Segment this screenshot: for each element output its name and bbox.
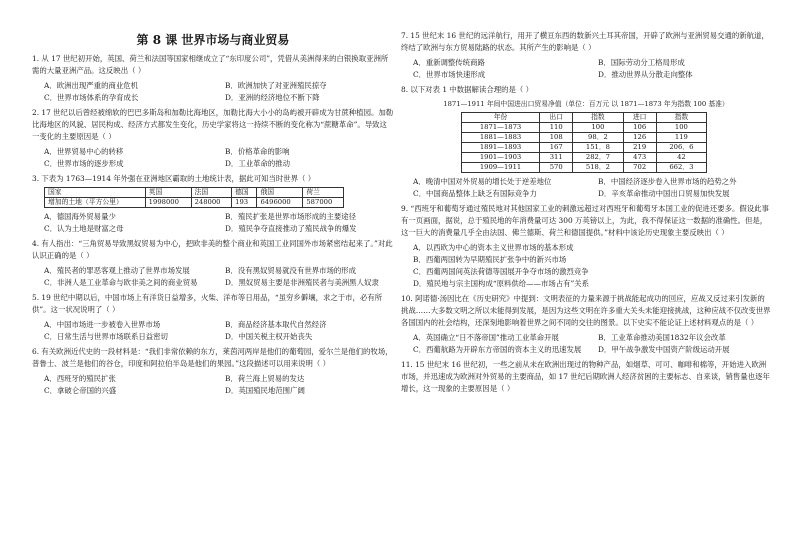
table-cell: 100 (573, 123, 623, 133)
table-cell: 151．8 (573, 143, 623, 153)
option-d[interactable]: D．工业革命的推动 (225, 159, 291, 168)
question-10 (401, 293, 771, 356)
table-cell: 108 (540, 133, 573, 143)
option-d[interactable]: D．甲午战争激发中国资产阶级运动开展 (598, 345, 730, 354)
option-c[interactable]: C．西葡航路为开辟东方帝国的资本主义的迅速发展 (413, 345, 582, 354)
question-text: 4. 有人指出：“三角贸易导致黑奴贸易为中心，把欧非美的整个商业和英国工业同国外市场紧密结起来了。”对此认识正确的是（ ） (32, 239, 393, 260)
options (401, 57, 771, 81)
option-c[interactable]: C．拿破仑帝国的兴盛 (44, 386, 117, 395)
option-c[interactable]: C．世界市场快速形成 (413, 70, 486, 79)
question-1 (32, 53, 394, 104)
question-text: 7. 15 世纪末 16 世纪的远洋航行，用开了横亘东西的数新兴土耳其帝国，开辟了欧洲与亚洲贸易交通的新航道，终结了欧洲与东方贸易陆路的状态。其所产生的影响是（ ） (401, 31, 769, 52)
table-cell: 219 (623, 143, 656, 153)
table-header-cell: 指数 (656, 113, 706, 123)
table-header-cell: 俄国 (257, 188, 303, 198)
question-text: 8. 以下对表 1 中数据解读合理的是（ ） (401, 85, 534, 94)
option-c[interactable]: C．世界市场的逐步形成 (44, 159, 124, 168)
option-d[interactable]: D．殖民争夺直接推动了殖民战争的爆发 (225, 224, 357, 233)
table-cell: 1901—1903 (462, 153, 540, 163)
table-row (462, 153, 707, 163)
table-cell: 1998000 (145, 198, 191, 208)
table-cell: 662．3 (656, 163, 706, 173)
question-text: 2. 17 世纪以后曾经被绵软的巴巴多斯岛和加勒比海地区，加勒比海大小小的岛屿被开辟成为甘蔗种植园。加勒比海地区的风貌、居民构成、经济方式都发生变化，历史学家将这一持续不断的变化称为“蔗糖革命”。导致这一变化的主要原因是（ ） (32, 108, 394, 141)
option-c[interactable]: C．世界市场体系的孕育成长 (44, 93, 139, 102)
table-cell: 110 (540, 123, 573, 133)
option-b[interactable]: B．欧洲加快了对亚洲殖民掠夺 (225, 81, 327, 90)
question-3 (32, 173, 394, 235)
table-header-row (45, 188, 344, 198)
right-column (401, 0, 771, 560)
option-a[interactable]: A．殖民者的罪恶客观上推动了世界市场发展 (44, 266, 190, 275)
table-row (462, 123, 707, 133)
table-row (462, 143, 707, 153)
option-c[interactable]: C．西葡两国间英法荷德等国展开争夺市场的激烈竞争 (413, 267, 589, 276)
question-5 (32, 292, 394, 343)
option-b[interactable]: B．殖民扩张是世界市场形成的主要途径 (225, 212, 357, 221)
option-b[interactable]: B．价格革命的影响 (225, 147, 290, 156)
option-a[interactable]: A．世界贸易中心的转移 (44, 147, 124, 156)
options (32, 146, 394, 170)
option-b[interactable]: B．中国经济逐步卷入世界市场的趋势之外 (598, 177, 737, 186)
table-header-cell: 法国 (191, 188, 232, 198)
left-column (32, 0, 394, 560)
option-d[interactable]: D．中国关税主权开始丧失 (225, 332, 313, 341)
land-table (44, 187, 344, 208)
table-cell: 570 (540, 163, 573, 173)
question-text: 11. 15 世纪末 16 世纪初，一些之前从未在欧洲出现过的物种产品，如烟草、可可、咖啡和棉等，开始进入欧洲市场，并迅速成为欧洲对外贸易的主要商品，如 17 世纪后期欧洲人经济贫困的主要标志、自来谈，销售量也逐年增长，这一现象的主要原因是（ ） (401, 360, 770, 393)
question-7 (401, 30, 771, 81)
question-text: 5. 19 世纪中期以后，中国市场上有洋货日益增多，火柴、洋布等日用品，“虽穷乡僻壤，求之于市，必有所供”。这一状况说明了（ ） (32, 293, 383, 314)
question-4 (32, 238, 394, 289)
option-b[interactable]: B．商品经济基本取代自然经济 (225, 320, 327, 329)
question-text: 10. 阿诺德·汤因比在《历史研究》中提到：文明表征的力量来源于挑战能起成功的回应，应战又反过来引发新的挑战……大多数文明之所以未能得到发展，是因为这些文明在许多重大关头未能迎接挑战，这种应战不仅改变世界各国国内的社会结构，还深刻地影响着世界之间不同的交往的图景。以下史实不能论证上述材料观点的是（ ） (401, 294, 771, 327)
table-cell: 100 (656, 123, 706, 133)
option-a[interactable]: A．中国市场进一步被卷入世界市场 (44, 320, 161, 329)
table-cell: 311 (540, 153, 573, 163)
option-b[interactable]: B．荷兰海上贸易的发达 (225, 374, 305, 383)
option-c[interactable]: C．非洲人是工业革命与欧非美之间的商业贸易 (44, 278, 198, 287)
table-header-cell: 年份 (462, 113, 540, 123)
option-a[interactable]: A．西班牙的殖民扩张 (44, 374, 116, 383)
options (32, 373, 394, 397)
options (401, 176, 771, 200)
option-a[interactable]: A．重新调整传统商路 (413, 58, 485, 67)
option-b[interactable]: B．工业革命推动美国1832年议会改革 (598, 333, 726, 342)
option-a[interactable]: A．以西欧为中心的资本主义世界市场的基本形成 (413, 243, 574, 252)
table-cell: 6496000 (257, 198, 303, 208)
table-row (45, 198, 344, 208)
top-spacer (401, 0, 771, 30)
question-8 (401, 84, 771, 200)
option-c[interactable]: C．认为土地是财富之母 (44, 224, 124, 233)
table-cell: 1891—1893 (462, 143, 540, 153)
table-cell: 126 (623, 133, 656, 143)
question-text: 9. “西班牙和葡萄牙通过殖民地对其他国家工业的刺激远超过对西班牙和葡萄牙本国工业的促进还要多。假设此事有一页画面，据说，总于殖民地的年消费量可达 300 万英镑以上，为此，我不得保证这一数据的准确性。但是，这一巨大的消费量几乎全由法国、佛兰德斯、荷兰和德国提供。”材料中该论历史现象主要反映出（ ） (401, 204, 769, 237)
table-cell: 282．7 (573, 153, 623, 163)
options (32, 80, 394, 104)
trade-table (461, 112, 707, 173)
option-d[interactable]: D．亚洲的经济地位不断下降 (225, 93, 320, 102)
table-row-label: 增加的土地（平方公里） (45, 198, 146, 208)
option-a[interactable]: A．德国海外贸易量少 (44, 212, 116, 221)
option-d[interactable]: D．黑奴贸易主要是非洲殖民者与美洲黑人奴隶 (225, 278, 379, 287)
options (401, 242, 771, 290)
table-cell: 518．2 (573, 163, 623, 173)
question-text: 1. 从 17 世纪初开始，英国、荷兰和法国等国家相继成立了“东印度公司”，凭借从美洲得来的白银换取亚洲所需的大量亚洲产品。这反映出（ ） (32, 54, 389, 75)
table-cell: 473 (623, 153, 656, 163)
table-header-cell: 德国 (232, 188, 257, 198)
option-d[interactable]: D．推动世界从分散走向整体 (598, 70, 693, 79)
options (32, 265, 394, 289)
table-header-cell: 出口 (540, 113, 573, 123)
options (32, 319, 394, 343)
question-11 (401, 359, 771, 395)
option-a[interactable]: A．英国确立“日不落帝国”推动工业革命开展 (413, 333, 559, 342)
question-6 (32, 346, 394, 397)
table-header-row (462, 113, 707, 123)
table-header-cell: 荷兰 (303, 188, 344, 198)
option-a[interactable]: A．晚清中国对外贸易的增长处于逆差地位 (413, 177, 552, 186)
table-header-cell: 指数 (573, 113, 623, 123)
table-cell: 1871—1873 (462, 123, 540, 133)
option-d[interactable]: D．辛亥革命推动中国出口贸易加快发展 (598, 189, 730, 198)
table-cell: 119 (656, 133, 706, 143)
question-9 (401, 203, 771, 290)
table-header-cell: 英国 (145, 188, 191, 198)
table-cell: 248000 (191, 198, 232, 208)
option-c[interactable]: C．日常生活与世界市场联系日益密切 (44, 332, 168, 341)
question-text: 3. 下表为 1763—1914 年外强在亚洲地区霸取的土地统计表，据此可知当时世界（ ） (32, 174, 316, 183)
option-b[interactable]: B．没有黑奴贸易就没有世界市场的形成 (225, 266, 357, 275)
options (32, 211, 394, 235)
table-row (462, 163, 707, 173)
option-b[interactable]: B．西葡两国转为早期殖民扩张争中的新兴市场 (413, 255, 567, 264)
option-b[interactable]: B．国际劳动分工格局形成 (598, 58, 685, 67)
table-cell: 193 (232, 198, 257, 208)
table-row (462, 133, 707, 143)
table-cell: 42 (656, 153, 706, 163)
table-cell: 1881—1883 (462, 133, 540, 143)
option-d[interactable]: D．英国殖民地范围广阔 (225, 386, 305, 395)
table-cell: 167 (540, 143, 573, 153)
table-cell: 587000 (303, 198, 344, 208)
table-header-cell: 进口 (623, 113, 656, 123)
table-caption: 1871—1911 年间中国进出口贸易净值（单位：百万元 以 1871—1873 年为指数 100 基准） (443, 100, 729, 108)
table-cell: 702 (623, 163, 656, 173)
table-cell: 106 (623, 123, 656, 133)
option-a[interactable]: A．欧洲出现严重的商业危机 (44, 81, 139, 90)
table-header-cell: 国家 (45, 188, 146, 198)
option-c[interactable]: C．中国商品整体上缺乏有国际竞争力 (413, 189, 537, 198)
question-text: 6. 有关欧洲近代史的一段材料是：“我们非常依赖的东方，莱茵河两岸是他们的葡萄园，爱尔兰是他们的牧场，普鲁士、波兰是他们的谷仓，印度和阿拉伯半岛是他们的果园。”这段描述可以用来说明（ ） (32, 347, 393, 368)
question-2 (32, 107, 394, 170)
page-title: 第 8 课 世界市场与商业贸易 (136, 33, 290, 47)
table-cell: 1909—1911 (462, 163, 540, 173)
option-d[interactable]: D．殖民地与宗主国构成“原料供给——市场占有”关系 (413, 279, 590, 288)
table-cell: 98．2 (573, 133, 623, 143)
options (401, 332, 771, 356)
table-cell: 206．6 (656, 143, 706, 153)
